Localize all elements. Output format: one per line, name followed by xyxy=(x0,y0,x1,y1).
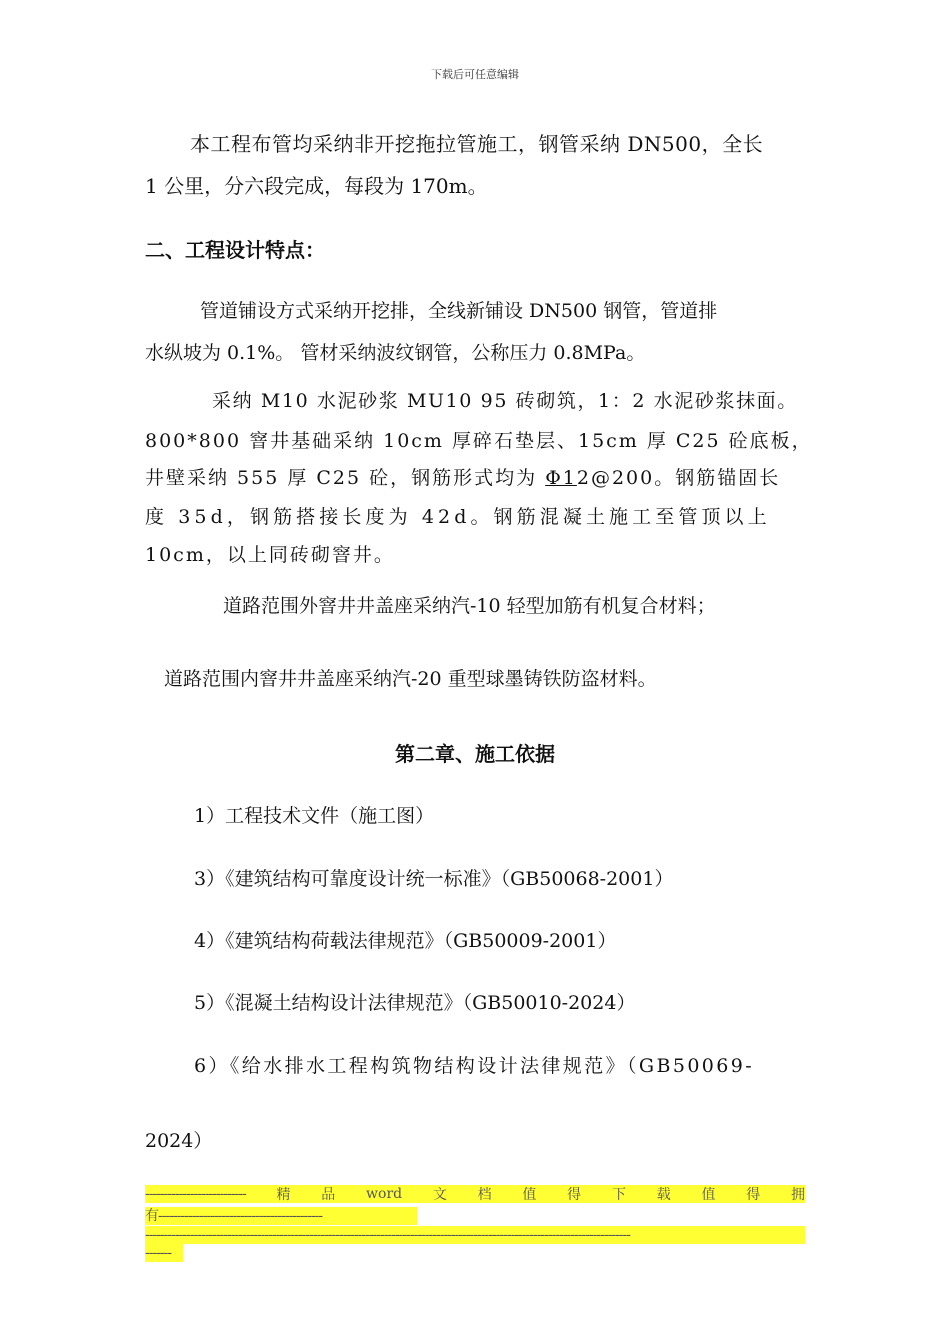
footer-word: 值 xyxy=(701,1187,716,1203)
paragraph-manhole-line-2: 800*800 窨井基础采纳 10cm 厚碎石垫层、15cm 厚 C25 砼底板， xyxy=(145,430,813,452)
footer-promo-line-4: ------- xyxy=(145,1244,183,1262)
manhole-line-3-text-end: 2@200。钢筋锚固长 xyxy=(576,467,781,489)
footer-promo-line-3: ---------------------------------------------------------------------------------------------------------------------------------- xyxy=(145,1226,805,1244)
page-header: 下载后可任意编辑 xyxy=(431,68,519,81)
paragraph-cover-inside-road: 道路范围内窨井井盖座采纳汽-20 重型球墨铸铁防盗材料。 xyxy=(164,668,657,690)
footer-word: 拥 xyxy=(791,1187,805,1203)
paragraph-project-overview-line-1: 本工程布管均采纳非开挖拖拉管施工，钢管采纳 DN500，全长 xyxy=(190,132,764,156)
footer-word: 下 xyxy=(611,1187,626,1203)
reference-item-4: 4）《建筑结构荷载法律规范》（GB50009-2001） xyxy=(194,930,617,952)
footer-word: 精 xyxy=(276,1187,291,1203)
paragraph-pipe-laying-line-2: 水纵坡为 0.1%。 管材采纳波纹钢管，公称压力 0.8MPa。 xyxy=(145,342,646,364)
paragraph-project-overview-line-2: 1 公里，分六段完成，每段为 170m。 xyxy=(145,174,488,198)
reference-item-1: 1）工程技术文件（施工图） xyxy=(194,805,435,827)
footer-promo-line-2: 有-------------------------------------------- xyxy=(145,1207,417,1225)
footer-word: 得 xyxy=(746,1187,761,1203)
reference-item-5: 5）《混凝土结构设计法律规范》（GB50010-2024） xyxy=(194,992,636,1014)
footer-word: 档 xyxy=(477,1187,492,1203)
footer-word: word xyxy=(366,1186,403,1202)
footer-dashes: --------------------------- xyxy=(145,1186,246,1202)
paragraph-manhole-line-4: 度 35d，钢筋搭接长度为 42d。钢筋混凝土施工至管顶以上 xyxy=(145,506,771,528)
rebar-phi-symbol: Φ1 xyxy=(545,467,577,489)
footer-word: 文 xyxy=(432,1187,447,1203)
section-heading-design-features: 二、工程设计特点： xyxy=(145,238,325,262)
chapter-title: 第二章、施工依据 xyxy=(395,742,555,766)
paragraph-pipe-laying-line-1: 管道铺设方式采纳开挖排，全线新铺设 DN500 钢管，管道排 xyxy=(200,300,718,322)
paragraph-cover-outside-road: 道路范围外窨井井盖座采纳汽-10 轻型加筋有机复合材料； xyxy=(223,595,716,617)
paragraph-manhole-line-3 xyxy=(145,463,780,490)
manhole-line-3-text: 井壁采纳 555 厚 C25 砼，钢筋形式均为 xyxy=(145,467,546,489)
footer-word: 值 xyxy=(522,1187,537,1203)
paragraph-manhole-line-1: 采纳 M10 水泥砂浆 MU10 95 砖砌筑，1：2 水泥砂浆抹面。 xyxy=(212,390,798,412)
reference-item-6-line-2: 2024） xyxy=(145,1130,213,1152)
paragraph-manhole-line-5: 10cm，以上同砖砌窨井。 xyxy=(145,544,395,566)
footer-word: 品 xyxy=(321,1187,336,1203)
footer-word: 载 xyxy=(656,1187,671,1203)
footer-word: 得 xyxy=(567,1187,582,1203)
reference-item-6-line-1: 6）《给水排水工程构筑物结构设计法律规范》（GB50069- xyxy=(194,1055,755,1077)
reference-item-3: 3）《建筑结构可靠度设计统一标准》（GB50068-2001） xyxy=(194,868,674,890)
footer-promo-line-1 xyxy=(145,1185,805,1203)
